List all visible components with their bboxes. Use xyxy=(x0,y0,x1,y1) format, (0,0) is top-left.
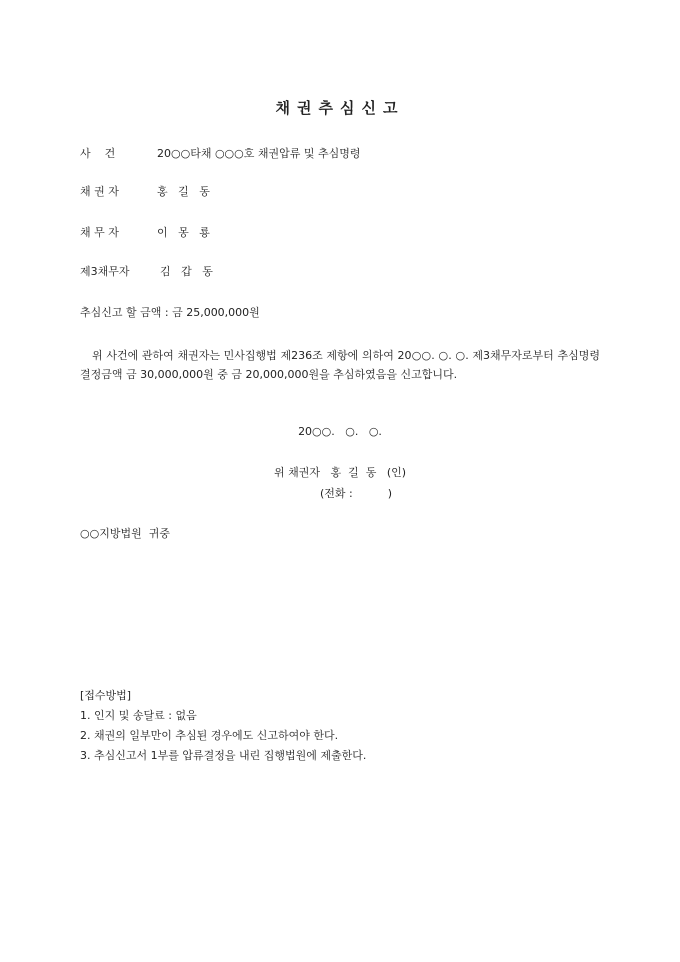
note-item: 3. 추심신고서 1부를 압류결정을 내린 집행법원에 제출한다. xyxy=(80,749,367,762)
phone-line: (전화 : ) xyxy=(320,487,393,500)
note-item: 1. 인지 및 송달료 : 없음 xyxy=(80,709,197,722)
document-title: 채권추심신고 xyxy=(275,99,405,117)
notes-heading: [접수방법] xyxy=(80,689,132,702)
creditor-value: 홍 길 동 xyxy=(157,185,210,198)
third-debtor-value: 김 갑 동 xyxy=(160,265,213,278)
case-value: 20○○타채 ○○○호 채권압류 및 추심명령 xyxy=(157,147,361,160)
debtor-value: 이 몽 룡 xyxy=(157,226,210,239)
document-date: 20○○. ○. ○. xyxy=(298,425,382,438)
debtor-label: 채 무 자 xyxy=(80,226,119,239)
claim-amount: 추심신고 할 금액 : 금 25,000,000원 xyxy=(80,306,260,319)
note-item: 2. 채권의 일부만이 추심된 경우에도 신고하여야 한다. xyxy=(80,729,339,742)
body-text: 위 사건에 관하여 채권자는 민사집행법 제236조 제항에 의하여 20○○. ○. ○. 제3채무자로부터 추심명령결정금액 금 30,000,000원 중 금 20,000,000원을 추심하였음을 신고합니다. xyxy=(80,349,600,381)
case-label: 사 건 xyxy=(80,147,116,160)
court-addressee: ○○지방법원 귀중 xyxy=(80,527,170,540)
body-paragraph xyxy=(80,346,600,384)
third-debtor-label: 제3채무자 xyxy=(80,265,130,278)
signature-line: 위 채권자 홍 길 동 (인) xyxy=(273,466,407,479)
creditor-label: 채 권 자 xyxy=(80,185,119,198)
